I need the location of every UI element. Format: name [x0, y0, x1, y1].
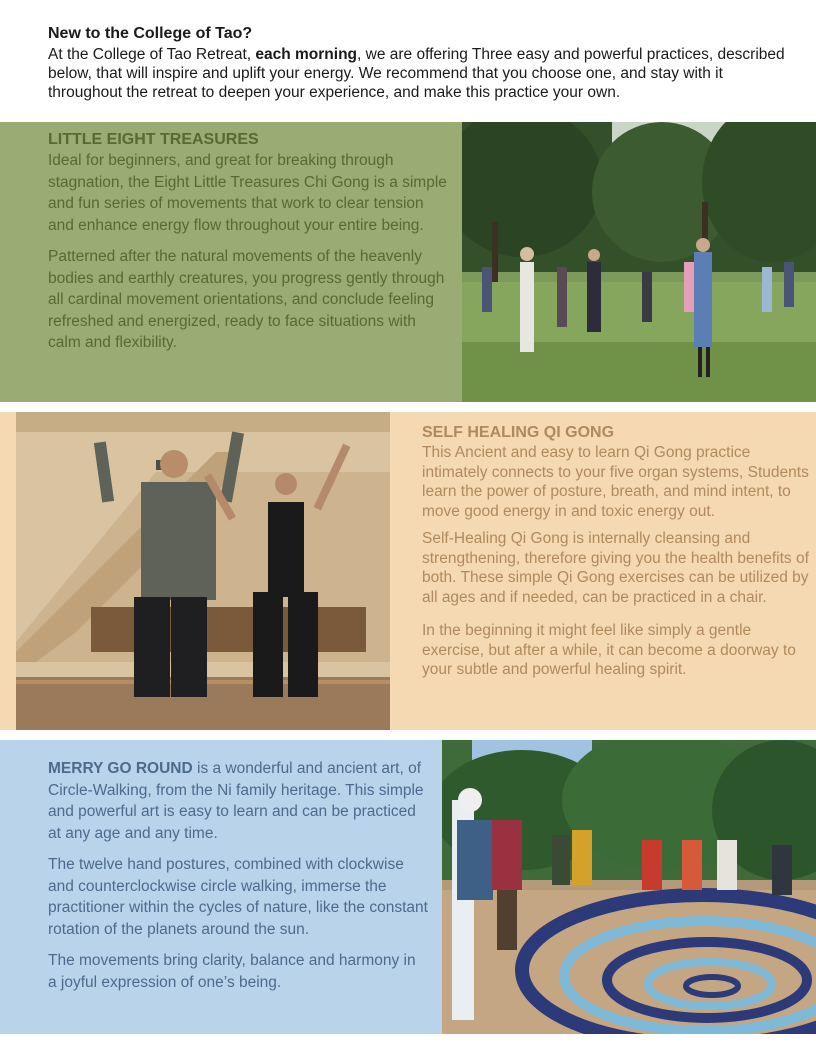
intro-text-before: At the College of Tao Retreat, — [48, 46, 256, 63]
intro-text-after: , we are offering Three easy and powerful practices, described below, that will inspire and uplift your energy. We recommend that you choose one, and stay with it throughout the retreat to deepen your experience, and make this practice your own. — [48, 46, 785, 101]
photo-circle-walking — [442, 740, 816, 1034]
section3-paragraph-2: The twelve hand postures, combined with clockwise and counterclockwise circle walking, immerse the practitioner within the cycles of nature, like the constant rotation of the planets around the sun. — [48, 856, 428, 938]
intro-text-bold: each morning — [255, 46, 358, 63]
section3-paragraph-1 — [48, 758, 428, 844]
section3-heading: MERRY GO ROUND — [48, 760, 193, 777]
section1-heading: LITTLE EIGHT TREASURES — [48, 131, 259, 148]
section2-paragraph-3: In the beginning it might feel like simply a gentle exercise, but after a while, it can become a doorway to your subtle and powerful healing spirit. — [422, 622, 796, 678]
section2-text — [422, 423, 814, 690]
section3-text — [48, 758, 428, 1003]
section3-paragraph-3: The movements bring clarity, balance and harmony in a joyful expression of one’s being. — [48, 952, 416, 991]
intro-title: New to the College of Tao? — [48, 25, 253, 42]
section1-text — [48, 130, 448, 364]
section2-heading: SELF HEALING QI GONG — [422, 424, 615, 441]
intro — [48, 24, 788, 102]
section2-paragraph-1: This Ancient and easy to learn Qi Gong practice intimately connects to your five organ systems, Students learn the power of posture, breath, and mind intent, to move good energy in and toxic energy out. — [422, 444, 809, 520]
section3-paragraph-1-text: is a wonderful and ancient art, of Circle-Walking, from the Ni family heritage. This simple and powerful art is easy to learn and can be practiced at any age and any time. — [48, 760, 424, 842]
photo-two-practitioners — [16, 412, 390, 730]
intro-paragraph — [48, 45, 788, 102]
section2-paragraph-2: Self-Healing Qi Gong is internally cleansing and strengthening, therefore giving you the health benefits of both. These simple Qi Gong exercises can be utilized by all ages and if needed, can be practiced in a chair. — [422, 530, 809, 606]
section1-paragraph-2: Patterned after the natural movements of the heavenly bodies and earthly creatures, you progress gently through all cardinal movement orientations, and conclude feeling refreshed and energized, ready to face situations with calm and flexibility. — [48, 248, 445, 351]
section1-paragraph-1: Ideal for beginners, and great for breaking through stagnation, the Eight Little Treasures Chi Gong is a simple and fun series of movements that work to clear tension and enhance energy flow throughout your entire being. — [48, 152, 447, 234]
photo-group-outdoor-practice — [462, 122, 816, 402]
